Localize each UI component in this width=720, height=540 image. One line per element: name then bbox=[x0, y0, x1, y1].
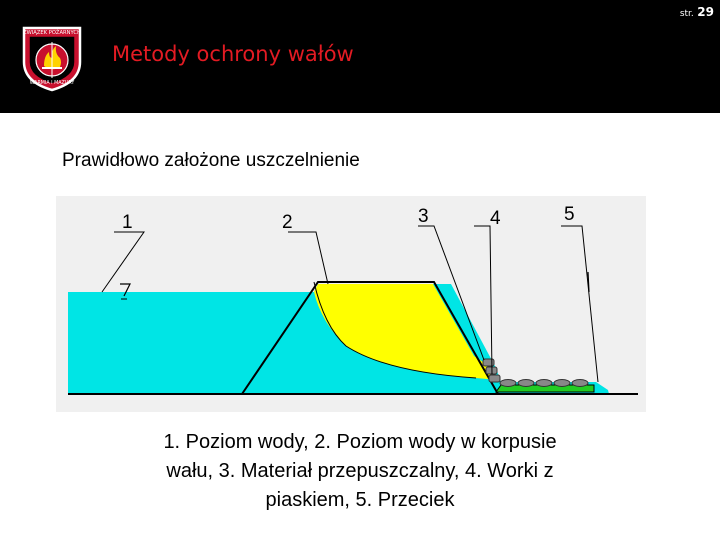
logo-text-top: ZWIĄZEK POŻARNYCH bbox=[23, 30, 81, 36]
page-number bbox=[680, 5, 714, 19]
diagram-label-4: 4 bbox=[490, 208, 501, 229]
diagram-label-5: 5 bbox=[564, 204, 575, 225]
caption-line-1: 1. Poziom wody, 2. Poziom wody w korpusie bbox=[163, 431, 557, 453]
slide-subtitle: Prawidłowo założone uszczelnienie bbox=[62, 150, 360, 171]
levee-sealing-diagram bbox=[56, 196, 646, 412]
fire-brigade-emblem-icon bbox=[18, 22, 86, 92]
diagram-caption bbox=[90, 428, 630, 515]
caption-line-3: piaskiem, 5. Przeciek bbox=[265, 489, 455, 511]
caption-line-2: wału, 3. Materiał przepuszczalny, 4. Worki z bbox=[166, 460, 554, 482]
logo-text-bottom: WARMIA I MAZURY bbox=[29, 81, 75, 86]
page-number-value: 29 bbox=[697, 5, 714, 19]
slide-header bbox=[0, 0, 720, 113]
diagram-label-2: 2 bbox=[282, 212, 293, 233]
diagram-label-1: 1 bbox=[122, 212, 133, 233]
slide-title: Metody ochrony wałów bbox=[112, 42, 354, 66]
page-prefix: str. bbox=[679, 9, 694, 19]
diagram-label-3: 3 bbox=[418, 206, 429, 227]
